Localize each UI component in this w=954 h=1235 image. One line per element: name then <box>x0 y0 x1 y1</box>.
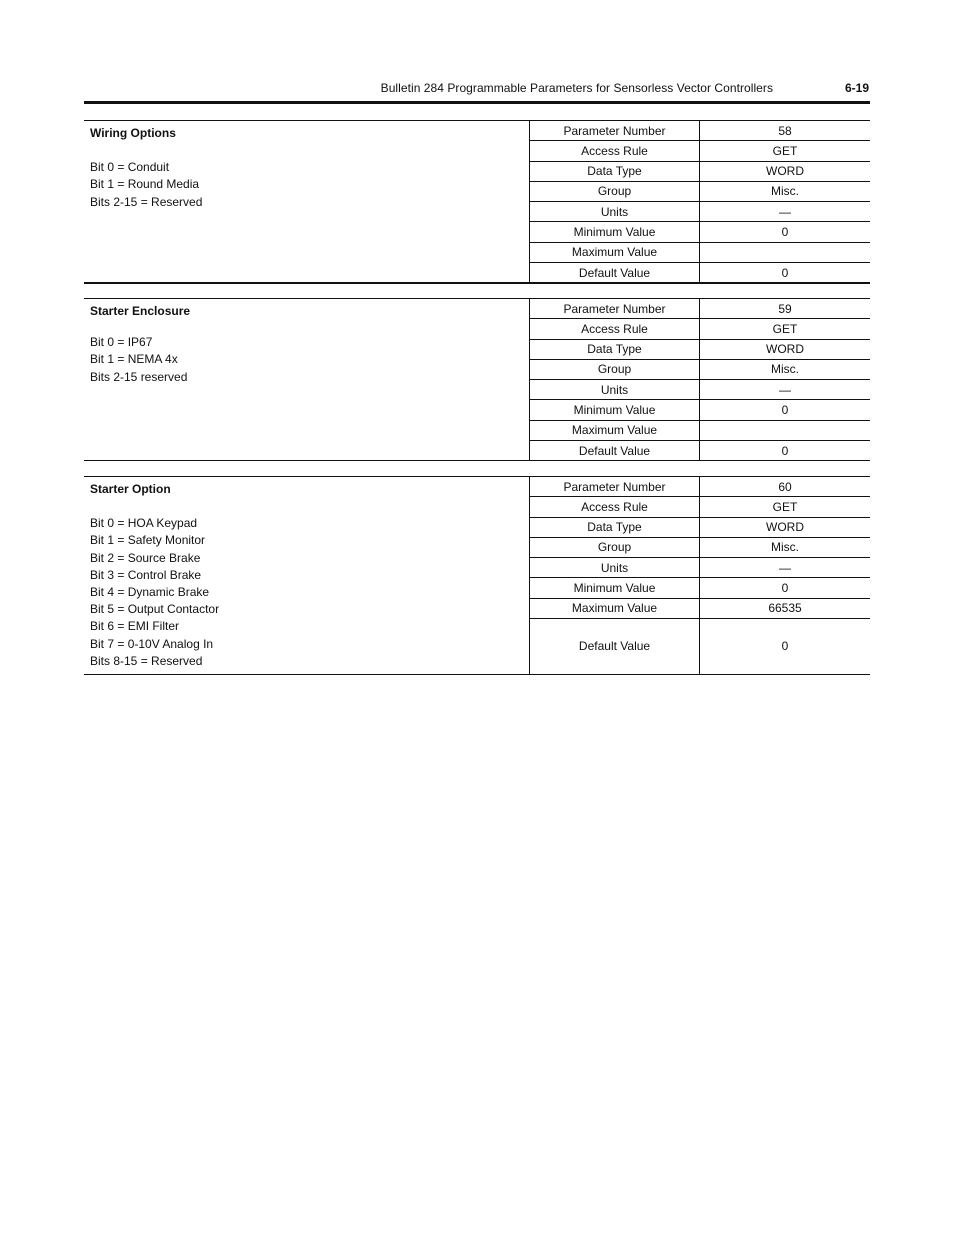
row-value <box>700 421 870 440</box>
param-block-starter-enclosure <box>84 298 870 461</box>
row-value: 0 <box>781 639 789 654</box>
bit-line: Bit 0 = Conduit <box>90 160 170 175</box>
row-label: Group <box>530 182 700 201</box>
row-label: Default Value <box>530 441 700 461</box>
row-label: Data Type <box>530 340 700 359</box>
row-value: 60 <box>778 479 792 494</box>
table-row <box>530 477 870 497</box>
row-label: Maximum Value <box>530 599 700 618</box>
row-value: Misc. <box>771 362 799 377</box>
param-description <box>90 303 520 386</box>
param-name: Wiring Options <box>90 126 176 140</box>
row-value: — <box>779 560 791 575</box>
bit-line: Bit 0 = IP67 <box>90 335 153 350</box>
param-block-starter-option <box>84 476 870 675</box>
table-row <box>530 518 870 538</box>
row-label: Parameter Number <box>530 121 700 140</box>
row-value: WORD <box>766 164 804 179</box>
bit-line: Bit 1 = Round Media <box>90 177 200 192</box>
table-row <box>530 380 870 400</box>
row-value: GET <box>772 143 798 158</box>
bit-line: Bit 1 = NEMA 4x <box>90 352 178 367</box>
param-table <box>529 299 870 461</box>
header-title: Bulletin 284 Programmable Parameters for Sensorless Vector Controllers <box>380 81 773 95</box>
bit-line: Bit 0 = HOA Keypad <box>90 516 198 531</box>
row-value: WORD <box>766 342 804 357</box>
row-label: Parameter Number <box>530 477 700 496</box>
table-row <box>530 441 870 461</box>
table-row <box>530 599 870 619</box>
row-value: — <box>779 204 791 219</box>
bit-line: Bits 2-15 = Reserved <box>90 194 203 209</box>
param-name: Starter Option <box>90 482 171 496</box>
row-label: Units <box>530 558 700 577</box>
param-table <box>529 477 870 674</box>
param-block-wiring-options <box>84 120 870 284</box>
bit-line: Bit 5 = Output Contactor <box>90 602 220 617</box>
row-label: Group <box>530 538 700 557</box>
bit-line: Bit 1 = Safety Monitor <box>90 533 206 548</box>
table-row <box>530 360 870 380</box>
table-row <box>530 400 870 420</box>
row-value: 58 <box>778 123 792 138</box>
table-row <box>530 243 870 263</box>
row-label: Default Value <box>530 619 700 674</box>
page-number: 6-19 <box>844 81 869 95</box>
bit-line: Bit 4 = Dynamic Brake <box>90 585 210 600</box>
row-value: 66535 <box>768 601 802 616</box>
row-value: Misc. <box>771 184 799 199</box>
table-row <box>530 141 870 161</box>
row-value: — <box>779 382 791 397</box>
row-value: 0 <box>781 443 789 458</box>
table-row <box>530 538 870 558</box>
row-label: Minimum Value <box>530 578 700 597</box>
table-row <box>530 222 870 242</box>
row-label: Access Rule <box>530 319 700 338</box>
table-row <box>530 182 870 202</box>
table-row <box>530 558 870 578</box>
table-row <box>530 162 870 182</box>
table-row <box>530 340 870 360</box>
row-value: WORD <box>766 520 804 535</box>
row-value: 0 <box>781 402 789 417</box>
table-row <box>530 299 870 319</box>
table-row <box>530 202 870 222</box>
row-value: GET <box>772 499 798 514</box>
row-label: Data Type <box>530 518 700 537</box>
param-table <box>529 121 870 283</box>
row-label: Parameter Number <box>530 299 700 318</box>
row-label: Maximum Value <box>530 243 700 262</box>
table-row <box>530 578 870 598</box>
table-row <box>530 619 870 674</box>
row-value: 0 <box>781 265 789 280</box>
bit-line: Bit 3 = Control Brake <box>90 567 202 582</box>
bit-line: Bits 8-15 = Reserved <box>90 653 203 668</box>
row-label: Units <box>530 380 700 399</box>
table-row <box>530 319 870 339</box>
bit-line: Bit 7 = 0-10V Analog In <box>90 636 214 651</box>
bit-line: Bit 2 = Source Brake <box>90 550 201 565</box>
row-label: Group <box>530 360 700 379</box>
param-name: Starter Enclosure <box>90 304 191 318</box>
table-row <box>530 263 870 283</box>
row-label: Default Value <box>530 263 700 283</box>
param-description <box>90 125 520 211</box>
page-header <box>84 78 870 104</box>
row-label: Data Type <box>530 162 700 181</box>
row-label: Minimum Value <box>530 400 700 419</box>
table-row <box>530 121 870 141</box>
row-label: Maximum Value <box>530 421 700 440</box>
row-value: 0 <box>781 580 789 595</box>
row-value: Misc. <box>771 540 799 555</box>
row-value: 0 <box>781 224 789 239</box>
row-label: Access Rule <box>530 141 700 160</box>
row-value: 59 <box>778 301 792 316</box>
bit-line: Bits 2-15 reserved <box>90 369 188 384</box>
bit-line: Bit 6 = EMI Filter <box>90 619 180 634</box>
param-description <box>90 481 520 670</box>
table-row <box>530 421 870 441</box>
row-label: Access Rule <box>530 497 700 516</box>
row-label: Units <box>530 202 700 221</box>
table-row <box>530 497 870 517</box>
row-value: GET <box>772 321 798 336</box>
row-label: Minimum Value <box>530 222 700 241</box>
row-value <box>700 243 870 262</box>
